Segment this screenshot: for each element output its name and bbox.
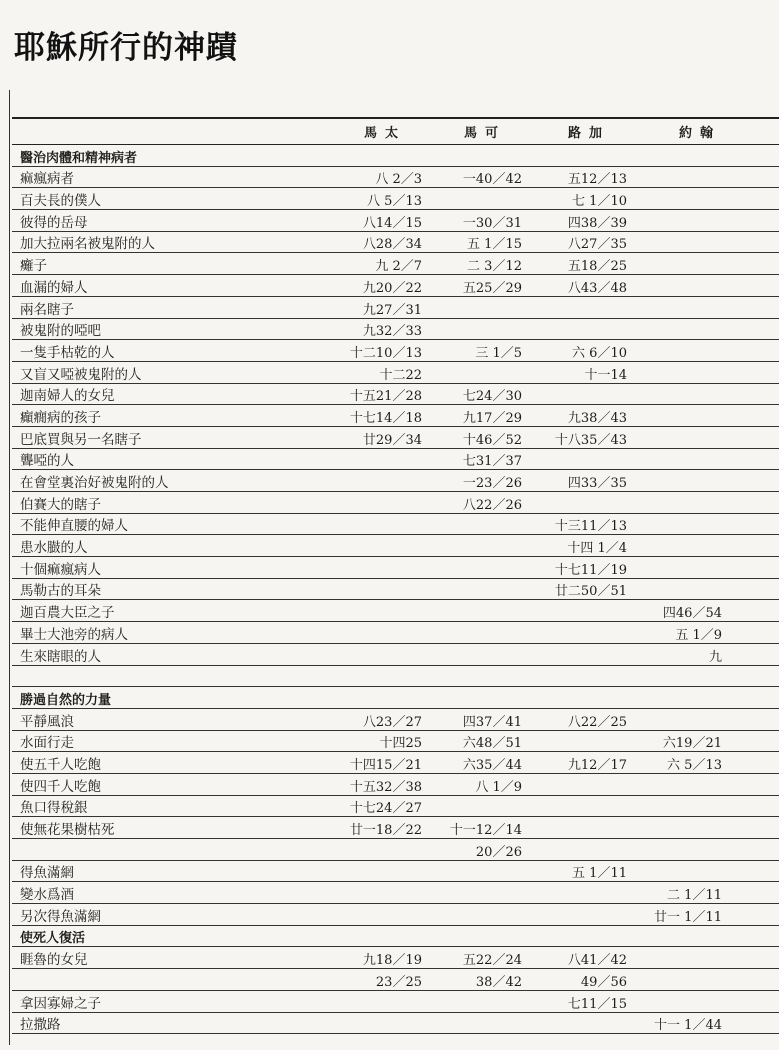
matthew-ref: [322, 839, 422, 861]
miracle-name: 不能伸直腰的婦人: [20, 518, 128, 535]
section-heading: 勝過自然的力量: [20, 692, 112, 708]
page-title: 耶穌所行的神蹟: [14, 30, 238, 66]
luke-ref: 八22／25: [567, 714, 627, 730]
matthew-ref: 廿29／34: [362, 432, 422, 448]
john-ref: [622, 709, 722, 731]
mark-ref: [422, 904, 522, 926]
mark-ref: [422, 600, 522, 622]
table-row: [12, 991, 779, 1013]
luke-ref: 四38／39: [567, 215, 627, 231]
matthew-ref: 廿一18／22: [349, 823, 422, 838]
john-ref: [622, 275, 722, 297]
mark-ref: [422, 297, 522, 319]
matthew-ref: [322, 622, 422, 644]
miracle-name: 睚魯的女兒: [20, 952, 88, 969]
luke-ref: 八41／42: [567, 953, 627, 969]
table-row: [12, 579, 779, 601]
miracle-name: 拿因寡婦之子: [20, 995, 101, 1012]
miracle-name: 另次得魚滿網: [20, 908, 101, 925]
mark-ref: [422, 514, 522, 536]
mark-ref: [422, 861, 522, 883]
luke-ref: [527, 644, 627, 666]
table-row: [12, 535, 779, 557]
miracle-name: 生來瞎眼的人: [20, 648, 101, 665]
table-row: [12, 644, 779, 666]
miracle-name: 聾啞的人: [20, 453, 74, 470]
miracle-name: 巴底買與另一名瞎子: [20, 431, 142, 448]
section-heading-row: [12, 145, 779, 167]
mark-ref: [422, 188, 522, 210]
matthew-ref: [322, 882, 422, 904]
luke-ref: [527, 297, 627, 319]
mark-ref: [422, 796, 522, 818]
john-ref: [622, 817, 722, 839]
luke-ref: 七11／15: [567, 996, 627, 1012]
matthew-ref: [322, 600, 422, 622]
john-ref: [622, 232, 722, 254]
mark-ref: 38／42: [475, 974, 522, 990]
mark-ref: 六48／51: [462, 736, 522, 752]
matthew-ref: 九 2／7: [375, 259, 422, 275]
mark-ref: 五25／29: [462, 280, 522, 296]
table-row: [12, 752, 779, 774]
table-row: [12, 340, 779, 362]
section-heading-row: [12, 926, 779, 948]
john-ref: 廿一 1／11: [654, 909, 722, 925]
mark-ref: [422, 1013, 522, 1035]
matthew-ref: 八28／34: [362, 237, 422, 253]
luke-ref: 廿二50／51: [554, 584, 627, 600]
john-ref: [622, 991, 722, 1013]
table-row: [12, 514, 779, 536]
john-ref: [622, 449, 722, 471]
john-ref: [622, 861, 722, 883]
luke-ref: 十八35／43: [554, 432, 627, 448]
table-row: [12, 362, 779, 384]
miracle-name: 得魚滿網: [20, 865, 74, 882]
matthew-ref: 十七14／18: [349, 410, 422, 426]
matthew-ref: [322, 1013, 422, 1035]
matthew-ref: 九20／22: [362, 280, 422, 296]
miracle-name: 癲癇病的孩子: [20, 409, 101, 426]
john-ref: [622, 405, 722, 427]
table-row: [12, 275, 779, 297]
mark-ref: 一40／42: [462, 172, 522, 188]
john-ref: [622, 947, 722, 969]
mark-ref: 三 1／5: [475, 345, 522, 361]
mark-ref: 二 3／12: [467, 259, 522, 275]
column-header-luke: 路加: [568, 126, 611, 141]
blank-row: [12, 666, 779, 688]
mark-ref: [422, 319, 522, 341]
column-header-matthew: 馬太: [364, 126, 407, 141]
john-ref: [622, 470, 722, 492]
mark-ref: 七31／37: [462, 454, 522, 470]
john-ref: [622, 796, 722, 818]
john-ref: [622, 384, 722, 406]
table-row: [12, 253, 779, 275]
matthew-ref: [322, 861, 422, 883]
table-row: [12, 557, 779, 579]
miracle-name: 使四千人吃飽: [20, 778, 101, 795]
john-ref: 九: [708, 649, 722, 665]
miracle-name: 伯賽大的瞎子: [20, 496, 101, 513]
miracle-name: 加大拉兩名被鬼附的人: [20, 236, 155, 253]
john-ref: [622, 774, 722, 796]
table-row: [12, 232, 779, 254]
miracle-name: 變水爲酒: [20, 887, 74, 904]
mark-ref: [422, 991, 522, 1013]
matthew-ref: [322, 557, 422, 579]
miracle-name: 一隻手枯乾的人: [20, 344, 115, 361]
mark-ref: 五 1／15: [467, 237, 522, 253]
john-ref: [622, 167, 722, 189]
matthew-ref: 八14／15: [362, 215, 422, 231]
table-row: [12, 969, 779, 991]
table-row: [12, 449, 779, 471]
matthew-ref: 23／25: [375, 974, 422, 990]
luke-ref: 十一14: [584, 367, 627, 383]
miracle-name: 使五千人吃飽: [20, 756, 101, 773]
john-ref: [622, 210, 722, 232]
mark-ref: 20／26: [475, 844, 522, 860]
mark-ref: 十46／52: [462, 432, 522, 448]
mark-ref: 一23／26: [462, 476, 522, 491]
table-row: [12, 600, 779, 622]
mark-ref: [422, 644, 522, 666]
miracle-name: 患水臌的人: [20, 540, 88, 557]
matthew-ref: [322, 470, 422, 492]
table-row: [12, 839, 779, 861]
luke-ref: 九38／43: [567, 410, 627, 426]
mark-ref: 一30／31: [462, 215, 522, 231]
mark-ref: 七24／30: [462, 389, 522, 405]
miracle-name: 又盲又啞被鬼附的人: [20, 366, 142, 383]
john-ref: [622, 188, 722, 210]
mark-ref: 五22／24: [462, 953, 522, 969]
matthew-ref: 九27／31: [362, 302, 422, 318]
john-ref: 五 1／9: [675, 627, 722, 643]
mark-ref: 四37／41: [462, 714, 522, 730]
john-ref: [622, 427, 722, 449]
luke-ref: [527, 384, 627, 406]
luke-ref: 49／56: [580, 974, 627, 990]
miracle-name: 彼得的岳母: [20, 214, 88, 231]
john-ref: 二 1／11: [667, 888, 722, 904]
column-header-mark: 馬可: [464, 126, 507, 141]
john-ref: [622, 340, 722, 362]
miracle-name: 血漏的婦人: [20, 279, 88, 296]
mark-ref: 十一12／14: [449, 823, 522, 838]
matthew-ref: [322, 579, 422, 601]
miracle-name: 迦南婦人的女兒: [20, 388, 115, 405]
matthew-ref: 九18／19: [362, 953, 422, 969]
mark-ref: [422, 622, 522, 644]
luke-ref: 十三11／13: [554, 519, 627, 535]
luke-ref: [527, 1013, 627, 1035]
luke-ref: 六 6／10: [572, 345, 627, 361]
john-ref: [622, 579, 722, 601]
luke-ref: 五 1／11: [572, 866, 627, 882]
matthew-ref: 十五21／28: [349, 389, 422, 405]
table-row: [12, 796, 779, 818]
matthew-ref: 八 2／3: [375, 172, 422, 188]
luke-ref: 八27／35: [567, 237, 627, 253]
table-row: [12, 774, 779, 796]
john-ref: [622, 535, 722, 557]
mark-ref: [422, 535, 522, 557]
matthew-ref: 十四25: [379, 736, 422, 752]
mark-ref: 九17／29: [462, 410, 522, 426]
mark-ref: [422, 579, 522, 601]
table-row: [12, 492, 779, 514]
matthew-ref: [322, 535, 422, 557]
matthew-ref: 十七24／27: [349, 801, 422, 817]
luke-ref: [527, 839, 627, 861]
miracle-name: 癱子: [20, 258, 47, 275]
john-ref: [622, 319, 722, 341]
miracle-name: 迦百農大臣之子: [20, 605, 115, 622]
john-ref: [622, 839, 722, 861]
john-ref: [622, 557, 722, 579]
luke-ref: [527, 319, 627, 341]
miracle-name: 被鬼附的啞吧: [20, 323, 101, 340]
john-ref: [622, 362, 722, 384]
matthew-ref: [322, 492, 422, 514]
mark-ref: 六35／44: [462, 757, 522, 773]
luke-ref: 十四 1／4: [567, 541, 627, 557]
table-row: [12, 731, 779, 753]
matthew-ref: 十二22: [379, 367, 422, 383]
matthew-ref: [322, 904, 422, 926]
section-heading: 醫治肉體和精神病者: [20, 150, 138, 166]
miracle-name: 兩名瞎子: [20, 301, 74, 318]
mark-ref: 八22／26: [462, 497, 522, 513]
table-row: [12, 405, 779, 427]
matthew-ref: 十五32／38: [349, 779, 422, 795]
table-row: [12, 947, 779, 969]
table-row: [12, 319, 779, 341]
matthew-ref: 八23／27: [362, 714, 422, 730]
luke-ref: [527, 600, 627, 622]
table-row: [12, 167, 779, 189]
table-row: [12, 470, 779, 492]
mark-ref: [422, 882, 522, 904]
table-header: [12, 117, 779, 145]
luke-ref: 八43／48: [567, 280, 627, 296]
column-header-john: 約翰: [679, 126, 722, 141]
matthew-ref: 八 5／13: [367, 194, 422, 210]
john-ref: 六19／21: [662, 736, 722, 752]
miracle-name: 馬勒古的耳朵: [20, 583, 101, 600]
miracle-name: 畢士大池旁的病人: [20, 626, 128, 643]
section-heading-row: [12, 687, 779, 709]
table-row: [12, 427, 779, 449]
matthew-ref: [322, 449, 422, 471]
miracle-name: 百夫長的僕人: [20, 193, 101, 210]
luke-ref: [527, 882, 627, 904]
matthew-ref: 十四15／21: [349, 757, 422, 773]
luke-ref: 五12／13: [567, 172, 627, 188]
luke-ref: [527, 817, 627, 839]
matthew-ref: [322, 991, 422, 1013]
luke-ref: [527, 774, 627, 796]
matthew-ref: [322, 514, 422, 536]
mark-ref: [422, 362, 522, 384]
john-ref: 十一 1／44: [654, 1018, 722, 1034]
left-margin-rule: [9, 90, 10, 1045]
matthew-ref: [322, 644, 422, 666]
luke-ref: [527, 622, 627, 644]
john-ref: [622, 492, 722, 514]
luke-ref: 五18／25: [567, 259, 627, 275]
table-row: [12, 210, 779, 232]
table-row: [12, 882, 779, 904]
john-ref: 六 5／13: [667, 757, 722, 773]
luke-ref: [527, 492, 627, 514]
miracle-name: 水面行走: [20, 735, 74, 752]
luke-ref: 四33／35: [567, 476, 627, 491]
table-row: [12, 709, 779, 731]
section-heading: 使死人復活: [20, 931, 86, 947]
john-ref: [622, 297, 722, 319]
miracle-name: 魚口得稅銀: [20, 800, 88, 817]
luke-ref: [527, 904, 627, 926]
miracle-name: 在會堂裏治好被鬼附的人: [20, 475, 169, 491]
john-ref: [622, 514, 722, 536]
luke-ref: [527, 449, 627, 471]
miracle-name: 痲瘋病者: [20, 171, 74, 188]
mark-ref: [422, 557, 522, 579]
luke-ref: 七 1／10: [572, 194, 627, 210]
john-ref: 四46／54: [662, 606, 722, 622]
table-row: [12, 861, 779, 883]
luke-ref: 九12／17: [567, 757, 627, 773]
luke-ref: 十七11／19: [554, 562, 627, 578]
miracle-name: 十個痲瘋病人: [20, 561, 101, 578]
miracle-name: 平靜風浪: [20, 713, 74, 730]
john-ref: [622, 253, 722, 275]
luke-ref: [527, 796, 627, 818]
table-row: [12, 622, 779, 644]
luke-ref: [527, 731, 627, 753]
miracle-name: 使無花果樹枯死: [20, 822, 115, 838]
miracles-table: [12, 117, 779, 1034]
table-body: [12, 145, 779, 1034]
table-row: [12, 384, 779, 406]
table-row: [12, 297, 779, 319]
table-row: [12, 817, 779, 839]
matthew-ref: 十二10／13: [349, 345, 422, 361]
table-row: [12, 904, 779, 926]
mark-ref: 八 1／9: [475, 779, 522, 795]
table-row: [12, 188, 779, 210]
john-ref: [622, 969, 722, 991]
miracle-name: 拉撒路: [20, 1017, 61, 1034]
matthew-ref: 九32／33: [362, 324, 422, 340]
table-row: [12, 1013, 779, 1035]
